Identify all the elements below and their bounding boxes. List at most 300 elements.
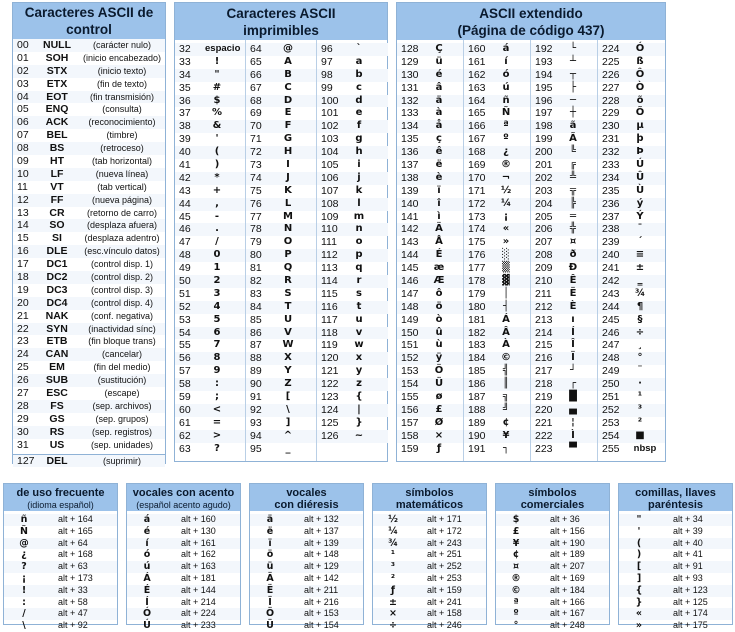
- control-code: 20: [17, 296, 29, 309]
- control-row: [13, 439, 165, 452]
- extended-code: 206: [535, 223, 553, 236]
- alt-code-row: [250, 608, 363, 620]
- alt-code-row: [619, 585, 732, 597]
- alt-code-keys: alt + 40: [673, 537, 703, 548]
- printable-char: j: [357, 171, 361, 183]
- alt-code-keys: alt + 91: [673, 561, 703, 572]
- alt-code-keys: alt + 246: [427, 620, 462, 631]
- alt-code-char: :: [22, 596, 26, 608]
- printable-row: [175, 236, 246, 249]
- extended-char: ¹: [637, 391, 643, 403]
- alt-code-char: ó: [143, 549, 151, 561]
- control-code: 24: [17, 348, 29, 361]
- alt-code-panel-header: [373, 484, 486, 511]
- printable-code: 59: [179, 391, 191, 404]
- printable-char: \: [286, 403, 290, 415]
- control-code: 18: [17, 271, 29, 284]
- printable-row: [317, 365, 388, 378]
- alt-code-panel-subtitle: (idioma español): [27, 500, 94, 510]
- extended-row: [464, 430, 531, 443]
- extended-code: 201: [535, 159, 553, 172]
- printable-code: 103: [321, 133, 339, 146]
- extended-char: ¢: [502, 416, 510, 428]
- extended-code: 252: [602, 403, 620, 416]
- extended-code: 204: [535, 197, 553, 210]
- alt-code-list: [4, 511, 117, 632]
- printable-char: 5: [213, 313, 221, 325]
- extended-code: 195: [535, 81, 553, 94]
- extended-char: ╝: [502, 403, 510, 415]
- extended-row: [598, 107, 665, 120]
- extended-code: 165: [468, 107, 486, 120]
- printable-char: R: [284, 275, 292, 287]
- printable-row: [317, 198, 388, 211]
- printable-code: 90: [250, 378, 262, 391]
- alt-code-char: $: [512, 514, 520, 525]
- extended-row: [531, 95, 598, 108]
- control-code: 31: [17, 438, 29, 451]
- extended-row: [397, 120, 464, 133]
- printable-code: 78: [250, 223, 262, 236]
- printable-row: [175, 159, 246, 172]
- extended-code: 140: [401, 197, 419, 210]
- printable-code: 82: [250, 275, 262, 288]
- printable-char: I: [286, 159, 290, 171]
- extended-row: [464, 120, 531, 133]
- alt-code-char: ¾: [388, 537, 398, 549]
- extended-row: [464, 69, 531, 82]
- control-abbr: DEL: [46, 454, 68, 467]
- alt-code-char: ¤: [512, 561, 520, 573]
- printable-char: {: [355, 391, 363, 403]
- printable-code: 94: [250, 429, 262, 442]
- printable-char: m: [353, 210, 365, 222]
- printable-row: [246, 365, 317, 378]
- printable-char: %: [211, 107, 223, 119]
- printable-row: [175, 288, 246, 301]
- extended-char: ÷: [635, 326, 645, 338]
- control-desc: (inicio texto): [97, 65, 147, 76]
- printable-char: V: [284, 326, 292, 338]
- extended-char: ç: [436, 133, 442, 145]
- extended-row: [531, 211, 598, 224]
- printable-row: [246, 56, 317, 69]
- alt-code-keys: alt + 63: [58, 561, 88, 572]
- alt-code-panel: [126, 483, 241, 632]
- alt-code-row: [127, 585, 240, 597]
- alt-code-row: [496, 573, 609, 585]
- extended-code: 225: [602, 55, 620, 68]
- extended-row: [397, 172, 464, 185]
- extended-code: 180: [468, 300, 486, 313]
- printable-code: 125: [321, 416, 339, 429]
- extended-code: 219: [535, 391, 553, 404]
- printable-code: 38: [179, 120, 191, 133]
- printable-code: 72: [250, 146, 262, 159]
- printable-code: 88: [250, 352, 262, 365]
- printable-row: [317, 146, 388, 159]
- extended-char: â: [435, 81, 443, 93]
- printable-char: a: [355, 55, 363, 67]
- printable-code: 120: [321, 352, 339, 365]
- printable-char: l: [357, 197, 361, 209]
- printable-code: 35: [179, 81, 191, 94]
- printable-char: O: [283, 236, 293, 248]
- extended-code: 205: [535, 210, 553, 223]
- alt-code-keys: alt + 64: [58, 537, 88, 548]
- alt-code-row: [373, 573, 486, 585]
- printable-code: 54: [179, 326, 191, 339]
- printable-code: 36: [179, 94, 191, 107]
- extended-char: ì: [437, 210, 441, 222]
- extended-char: ©: [501, 352, 511, 364]
- printable-divider: [245, 40, 246, 461]
- alt-code-row: [4, 526, 117, 538]
- control-desc: (tab horizontal): [91, 156, 153, 167]
- extended-code: 131: [401, 81, 419, 94]
- extended-divider: [597, 40, 598, 461]
- alt-code-row: [496, 538, 609, 550]
- printable-code: 101: [321, 107, 339, 120]
- printable-code: 50: [179, 275, 191, 288]
- alt-code-row: [619, 620, 732, 632]
- printable-row: [317, 275, 388, 288]
- printable-column: [175, 43, 246, 456]
- printable-char: 1: [213, 262, 221, 274]
- control-abbr: ETB: [46, 335, 68, 348]
- extended-code: 231: [602, 133, 620, 146]
- extended-char: ¥: [502, 429, 510, 441]
- extended-row: [397, 365, 464, 378]
- alt-code-keys: alt + 161: [181, 537, 216, 548]
- printable-row: [317, 262, 388, 275]
- control-row: [13, 219, 165, 232]
- control-desc: (timbre): [106, 130, 138, 141]
- control-abbr: BS: [49, 142, 65, 155]
- printable-char: ^: [283, 429, 293, 441]
- alt-code-row: [4, 561, 117, 573]
- extended-row: [598, 404, 665, 417]
- alt-code-row: [496, 526, 609, 538]
- printable-char: X: [284, 352, 292, 364]
- alt-code-panel-header: [496, 484, 609, 511]
- printable-row: [246, 120, 317, 133]
- alt-code-char: £: [512, 525, 520, 537]
- alt-code-char: /: [22, 608, 26, 620]
- extended-char: █: [569, 391, 577, 403]
- alt-code-panel-subtitle: matemáticos: [395, 499, 464, 511]
- printable-code: 115: [321, 287, 338, 300]
- extended-char: ¨: [637, 365, 643, 377]
- extended-char: Ä: [435, 223, 443, 235]
- extended-code: 145: [401, 262, 419, 275]
- extended-code: 161: [468, 55, 486, 68]
- printable-row: [317, 352, 388, 365]
- extended-row: [531, 146, 598, 159]
- extended-row: [397, 198, 464, 211]
- alt-code-keys: alt + 253: [427, 572, 462, 583]
- alt-code-char: ¼: [388, 525, 398, 537]
- alt-code-keys: alt + 171: [427, 514, 462, 524]
- extended-code: 215: [535, 339, 553, 352]
- control-row: [13, 207, 165, 220]
- printable-column: [317, 43, 388, 443]
- printable-column: [246, 43, 317, 456]
- printable-code: 74: [250, 171, 262, 184]
- control-abbr: NULL: [43, 39, 71, 51]
- alt-code-keys: alt + 144: [181, 584, 216, 595]
- printable-char: &: [212, 120, 222, 132]
- extended-char: ┬: [569, 68, 577, 80]
- printable-code: 109: [321, 210, 339, 223]
- extended-row: [531, 69, 598, 82]
- alt-code-keys: alt + 39: [673, 525, 703, 536]
- extended-char: ├: [569, 81, 577, 93]
- printable-row: [317, 120, 388, 133]
- printable-code: 85: [250, 313, 262, 326]
- extended-char: á: [502, 43, 510, 54]
- control-row: [13, 271, 165, 284]
- extended-char: Ö: [434, 365, 444, 377]
- control-desc: (sep. grupos): [95, 413, 149, 424]
- printable-char: w: [354, 339, 364, 351]
- extended-row: [464, 378, 531, 391]
- extended-char: Ù: [635, 184, 645, 196]
- printable-row: [246, 443, 317, 456]
- control-row: [13, 258, 165, 271]
- control-code: 01: [17, 51, 29, 64]
- control-abbr: EM: [49, 361, 65, 374]
- printable-row: [317, 211, 388, 224]
- printable-char: 7: [213, 339, 221, 351]
- extended-code: 240: [602, 249, 620, 262]
- control-row: [13, 297, 165, 310]
- printable-char: p: [355, 249, 363, 261]
- printable-code: 122: [321, 378, 339, 391]
- control-code: 29: [17, 412, 29, 425]
- printable-char: C: [284, 81, 292, 93]
- extended-row: [464, 211, 531, 224]
- extended-code: 158: [401, 429, 419, 442]
- extended-char: î: [437, 197, 441, 209]
- control-row: [13, 335, 165, 348]
- alt-code-char: Ë: [266, 584, 274, 596]
- extended-code: 179: [468, 287, 486, 300]
- control-code: 23: [17, 335, 29, 348]
- extended-row: [397, 133, 464, 146]
- printable-char: z: [356, 378, 362, 390]
- extended-row: [598, 133, 665, 146]
- extended-code: 176: [468, 249, 486, 262]
- extended-char: Ï: [571, 352, 575, 364]
- alt-code-char: ¹: [390, 549, 396, 561]
- alt-code-row: [250, 561, 363, 573]
- extended-char: ╔: [569, 159, 577, 171]
- control-desc: (control disp. 3): [90, 284, 154, 295]
- control-desc: (cancelar): [101, 349, 142, 360]
- control-code: 02: [17, 64, 29, 77]
- alt-code-char: °: [513, 620, 519, 632]
- extended-code: 235: [602, 184, 620, 197]
- extended-char: ╦: [569, 184, 577, 196]
- extended-code: 159: [401, 442, 419, 455]
- alt-code-char: ®: [511, 572, 521, 584]
- printable-char: 6: [213, 326, 221, 338]
- extended-code: 190: [468, 429, 486, 442]
- printable-char: =: [212, 416, 222, 428]
- printable-row: [246, 352, 317, 365]
- printable-char: ;: [215, 391, 219, 403]
- printable-row: [246, 430, 317, 443]
- alt-code-keys: alt + 160: [181, 514, 216, 524]
- extended-row: [464, 223, 531, 236]
- extended-chars-panel: [396, 2, 666, 462]
- alt-code-keys: alt + 142: [304, 572, 339, 583]
- printable-code: 91: [250, 391, 262, 404]
- control-row: [13, 39, 165, 52]
- extended-code: 173: [468, 210, 486, 223]
- alt-code-row: [250, 526, 363, 538]
- printable-code: 43: [179, 184, 191, 197]
- printable-char: d: [355, 94, 363, 106]
- extended-char: ®: [501, 159, 511, 171]
- alt-code-row: [127, 514, 240, 526]
- extended-code: 250: [602, 378, 620, 391]
- extended-code: 232: [602, 146, 620, 159]
- printable-code: 97: [321, 55, 333, 68]
- extended-code: 227: [602, 81, 620, 94]
- alt-code-list: [619, 511, 732, 632]
- extended-code: 129: [401, 55, 419, 68]
- alt-code-char: ": [636, 514, 642, 525]
- printable-char: @: [283, 43, 293, 54]
- alt-code-row: [127, 561, 240, 573]
- extended-row: [397, 146, 464, 159]
- alt-code-keys: alt + 139: [304, 537, 339, 548]
- alt-code-keys: alt + 33: [58, 584, 88, 595]
- control-code: 30: [17, 425, 29, 438]
- extended-row: [531, 430, 598, 443]
- printable-code: 67: [250, 81, 262, 94]
- printable-char: [: [285, 391, 291, 403]
- extended-char: Á: [502, 313, 510, 325]
- extended-char: ä: [435, 94, 443, 106]
- printable-row: [175, 133, 246, 146]
- printable-code: 116: [321, 300, 338, 313]
- extended-code: 143: [401, 236, 419, 249]
- alt-code-char: Ä: [266, 572, 274, 584]
- extended-code: 146: [401, 275, 419, 288]
- printable-row: [246, 172, 317, 185]
- extended-row: [531, 249, 598, 262]
- printable-row: [246, 391, 317, 404]
- alt-code-keys: alt + 241: [427, 596, 462, 607]
- extended-code: 151: [401, 339, 419, 352]
- printable-code: 52: [179, 300, 191, 313]
- extended-char: ½: [500, 184, 512, 196]
- alt-code-row: [250, 514, 363, 526]
- printable-row: [175, 365, 246, 378]
- alt-code-panel-title: vocales: [286, 487, 327, 499]
- extended-code: 243: [602, 287, 620, 300]
- printable-code: 123: [321, 391, 339, 404]
- printable-code: 37: [179, 107, 191, 120]
- control-abbr: EOT: [46, 90, 68, 103]
- extended-code: 200: [535, 146, 553, 159]
- extended-row: [464, 262, 531, 275]
- extended-row: [397, 378, 464, 391]
- printable-row: [175, 223, 246, 236]
- alt-code-panel-title: de uso frecuente: [16, 487, 105, 499]
- extended-char: »: [502, 236, 510, 248]
- extended-column: [531, 43, 598, 456]
- extended-code: 148: [401, 300, 419, 313]
- extended-char: ï: [437, 184, 441, 196]
- printable-code: 114: [321, 275, 338, 288]
- extended-code: 251: [602, 391, 620, 404]
- extended-code: 184: [468, 352, 486, 365]
- extended-char: è: [435, 171, 443, 183]
- printable-row: [317, 82, 388, 95]
- printable-char: *: [214, 171, 220, 183]
- printable-chars-title: Caracteres ASCII imprimibles: [175, 3, 387, 40]
- printable-row: [175, 417, 246, 430]
- printable-code: 117: [321, 313, 338, 326]
- control-desc: (inicio encabezado): [82, 52, 162, 63]
- printable-row: [175, 275, 246, 288]
- control-desc: (desplaza afuera): [86, 220, 158, 231]
- extended-char: Ø: [434, 416, 444, 428]
- printable-code: 69: [250, 107, 262, 120]
- printable-code: 55: [179, 339, 191, 352]
- extended-row: [598, 69, 665, 82]
- extended-code: 147: [401, 287, 419, 300]
- extended-code: 175: [468, 236, 486, 249]
- alt-code-keys: alt + 211: [304, 584, 339, 595]
- control-abbr: DC3: [46, 283, 68, 296]
- alt-code-panel-header: [4, 484, 117, 511]
- printable-char: :: [215, 378, 219, 390]
- extended-row: [598, 198, 665, 211]
- printable-char: }: [355, 416, 363, 428]
- extended-char: Å: [435, 236, 443, 248]
- alt-code-panel-title: vocales con acento: [132, 487, 235, 499]
- extended-code: 197: [535, 107, 553, 120]
- printable-char: ~: [354, 429, 364, 441]
- printable-char: B: [284, 68, 292, 80]
- printable-char: J: [286, 171, 290, 183]
- extended-char: °: [637, 352, 643, 364]
- printable-char: Y: [284, 365, 292, 377]
- printable-row: [175, 211, 246, 224]
- printable-row: [317, 236, 388, 249]
- printable-char: `: [356, 43, 362, 54]
- extended-char: ¬: [501, 171, 511, 183]
- control-row: [13, 194, 165, 207]
- control-row: [13, 65, 165, 78]
- alt-code-keys: alt + 233: [181, 620, 216, 631]
- printable-row: [317, 107, 388, 120]
- control-code: 27: [17, 387, 29, 400]
- printable-code: 51: [179, 287, 191, 300]
- alt-code-keys: alt + 132: [304, 514, 339, 524]
- alt-code-row: [373, 561, 486, 573]
- printable-char: |: [357, 403, 361, 415]
- control-desc: (reconocimiento): [88, 117, 156, 128]
- extended-row: [531, 301, 598, 314]
- printable-code: 49: [179, 262, 191, 275]
- printable-char: r: [356, 275, 362, 287]
